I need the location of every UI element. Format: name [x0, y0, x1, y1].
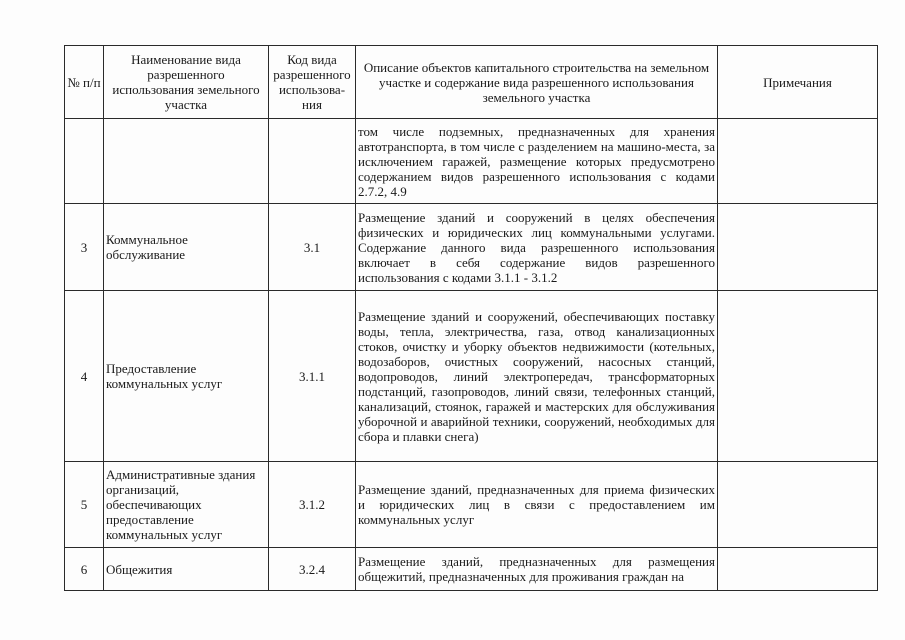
row-name: Предоставление коммунальных услуг [104, 291, 269, 462]
header-num: № п/п [65, 46, 104, 119]
row-num: 5 [65, 462, 104, 548]
header-notes: Примечания [718, 46, 878, 119]
row-name [104, 119, 269, 204]
row-notes [718, 204, 878, 291]
row-code: 3.2.4 [269, 548, 356, 591]
row-code [269, 119, 356, 204]
land-use-table [64, 45, 878, 591]
table-row [65, 548, 878, 591]
table-row [65, 462, 878, 548]
header-code: Код вида разрешенного использова-ния [269, 46, 356, 119]
row-description: том числе подземных, предназначенных для хранения автотранспорта, в том числе с разделением на машино-места, за исключением гаражей, размещение которых предусмотрено содержанием видов разрешенного использования с кодами 2.7.2, 4.9 [356, 119, 718, 204]
row-description: Размещение зданий, предназначенных для размещения общежитий, предназначенных для проживания граждан на [356, 548, 718, 591]
header-name: Наименование вида разрешенного использования земельного участка [104, 46, 269, 119]
row-description: Размещение зданий и сооружений в целях обеспечения физических и юридических лиц коммунальными услугами. Содержание данного вида разрешенного использования включает в себя содержание видов разрешенного использования с кодами 3.1.1 - 3.1.2 [356, 204, 718, 291]
row-name: Коммунальное обслуживание [104, 204, 269, 291]
table-row [65, 291, 878, 462]
row-name: Общежития [104, 548, 269, 591]
row-notes [718, 462, 878, 548]
row-num: 3 [65, 204, 104, 291]
row-notes [718, 291, 878, 462]
row-num [65, 119, 104, 204]
table-row [65, 204, 878, 291]
header-description: Описание объектов капитального строительства на земельном участке и содержание вида разрешенного использования земельного участка [356, 46, 718, 119]
table-row [65, 119, 878, 204]
row-description: Размещение зданий и сооружений, обеспечивающих поставку воды, тепла, электричества, газа, отвод канализационных стоков, очистку и уборку объектов недвижимости (котельных, водозаборов, очистных сооружений, насосных станций, водопроводов, линий электропередач, трансформаторных подстанций, газопроводов, линий связи, телефонных станций, канализаций, стоянок, гаражей и мастерских для обслуживания уборочной и аварийной техники, сооружений, необходимых для сбора и плавки снега) [356, 291, 718, 462]
row-name: Административные здания организаций, обеспечивающих предоставление коммунальных услуг [104, 462, 269, 548]
row-num: 4 [65, 291, 104, 462]
row-code: 3.1.2 [269, 462, 356, 548]
table-header-row [65, 46, 878, 119]
row-code: 3.1 [269, 204, 356, 291]
row-code: 3.1.1 [269, 291, 356, 462]
row-notes [718, 119, 878, 204]
row-num: 6 [65, 548, 104, 591]
row-description: Размещение зданий, предназначенных для приема физических и юридических лиц в связи с предоставлением им коммунальных услуг [356, 462, 718, 548]
row-notes [718, 548, 878, 591]
